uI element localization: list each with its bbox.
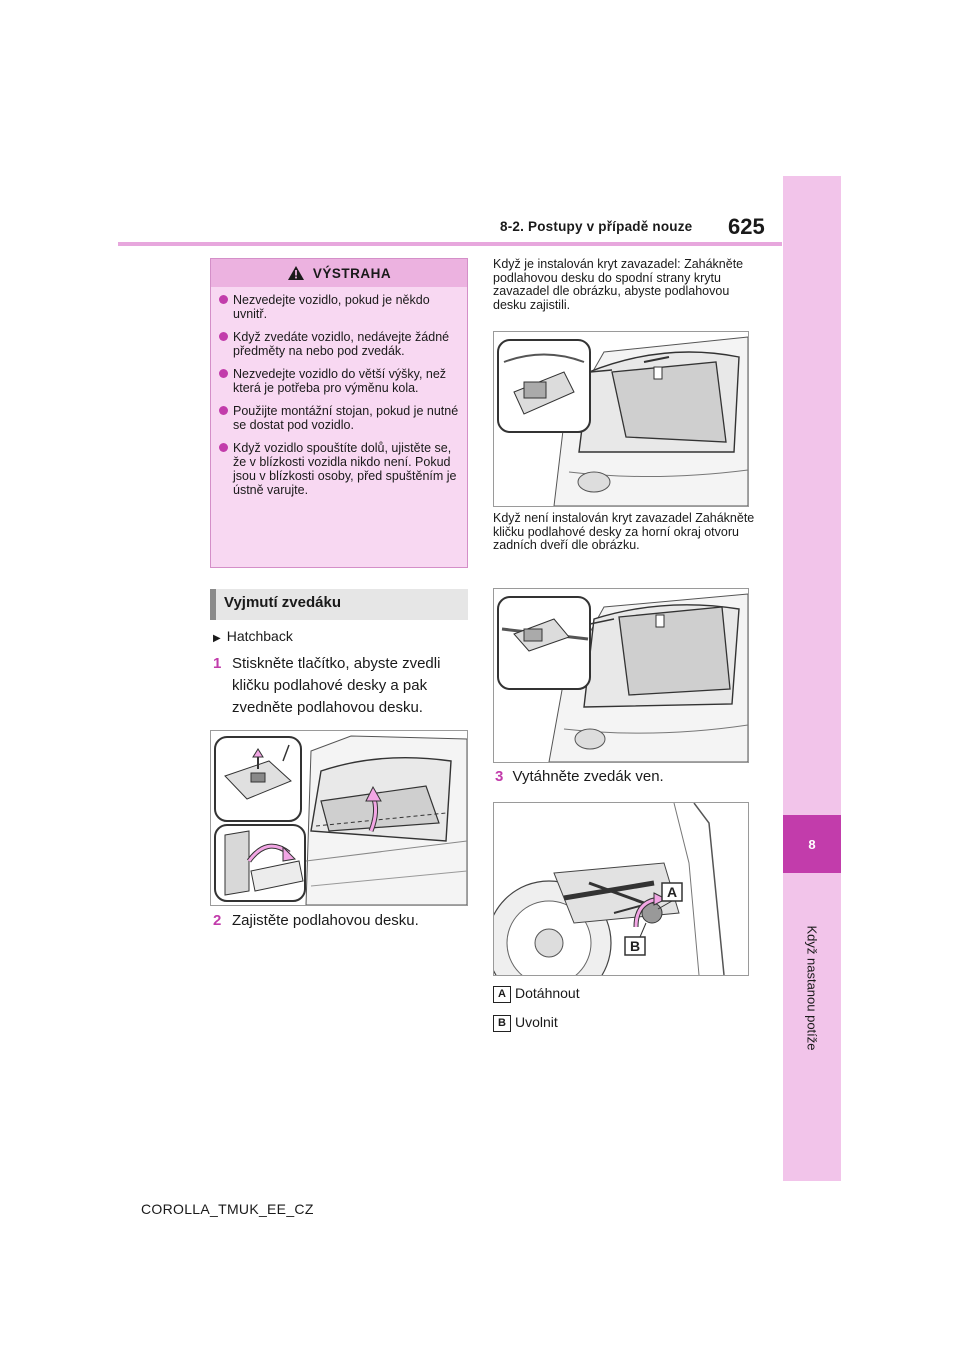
figure-luggage-cover-not-installed [493, 588, 749, 763]
legend-tag: A [493, 986, 511, 1003]
warning-header [211, 259, 467, 287]
step-3 [495, 767, 745, 787]
figure-floor-board-lift [210, 730, 468, 906]
legend-text: Dotáhnout [515, 985, 580, 1001]
warning-item [219, 330, 463, 358]
floor-board-illustration [211, 731, 467, 905]
warning-item-text: Použijte montážní stojan, pokud je nutné se dostat pod vozidlo. [233, 404, 459, 432]
chapter-number-box: 8 [783, 815, 841, 873]
chapter-title-text: Když nastanou potíže [804, 925, 820, 1051]
bullet-icon [219, 406, 228, 415]
step-1 [213, 653, 463, 719]
warning-item [219, 441, 463, 497]
step-text: Zajistěte podlahovou desku. [232, 912, 419, 929]
figure-jack-removal [493, 802, 749, 976]
warning-item-text: Když vozidlo spouštíte dolů, ujistěte se, že v blízkosti vozidla nikdo není. Pokud jsou v blízkosti osoby, před spuštěním je ústně varujte. [233, 441, 457, 497]
tailgate-illustration [494, 589, 748, 762]
bullet-icon [219, 369, 228, 378]
step-number: 3 [495, 768, 504, 785]
header-rule [118, 242, 782, 246]
section-title: 8-2. Postupy v případě nouze [500, 219, 693, 234]
step-text: Vytáhněte zvedák ven. [512, 768, 664, 785]
warning-item-text: Nezvedejte vozidlo do větší výšky, než která je potřeba pro výměnu kola. [233, 367, 447, 395]
page-number: 625 [728, 214, 765, 239]
legend-item-a [493, 985, 580, 1003]
warning-item [219, 404, 463, 432]
legend-tag: B [493, 1015, 511, 1032]
step-number: 1 [213, 655, 222, 672]
svg-text:B: B [630, 938, 641, 954]
bullet-icon [219, 332, 228, 341]
warning-item [219, 293, 463, 321]
bullet-icon [219, 295, 228, 304]
warning-triangle-icon [287, 265, 305, 281]
warning-title: VÝSTRAHA [312, 265, 392, 281]
instruction-paragraph: Když je instalován kryt zavazadel: Zahákněte podlahovou desku do spodní strany krytu zavazadel dle obrázku, abyste podlahovou desku zajistili. [493, 257, 744, 312]
legend-item-b [493, 1014, 558, 1032]
svg-text:A: A [667, 884, 678, 900]
luggage-cover-illustration [494, 332, 748, 506]
bullet-icon [219, 443, 228, 452]
triangle-bullet-icon: ▶ [213, 633, 221, 644]
chapter-title [764, 908, 860, 1068]
instruction-paragraph: Když není instalován kryt zavazadel Zahákněte kličku podlahové desky za horní okraj otvoru zadních dveří dle obrázku. [493, 511, 755, 552]
warning-item [219, 367, 463, 395]
section-heading-text: Vyjmutí zvedáku [224, 594, 341, 611]
document-code: COROLLA_TMUK_EE_CZ [141, 1201, 314, 1217]
jack-illustration [494, 803, 748, 975]
variant-label-text: Hatchback [226, 628, 293, 644]
figure-luggage-cover-installed [493, 331, 749, 507]
step-text: Stiskněte tlačítko, abyste zvedli kličku podlahové desky a pak zvedněte podlahovou desku. [232, 655, 441, 716]
legend-text: Uvolnit [515, 1014, 558, 1030]
warning-item-text: Nezvedejte vozidlo, pokud je někdo uvnitř. [233, 293, 430, 321]
warning-item-text: Když zvedáte vozidlo, nedávejte žádné předměty na nebo pod zvedák. [233, 330, 450, 358]
warning-list [219, 293, 463, 506]
step-2 [213, 910, 463, 932]
warning-box [210, 258, 468, 568]
variant-label [213, 628, 293, 644]
section-heading [210, 589, 468, 620]
step-number: 2 [213, 912, 222, 929]
